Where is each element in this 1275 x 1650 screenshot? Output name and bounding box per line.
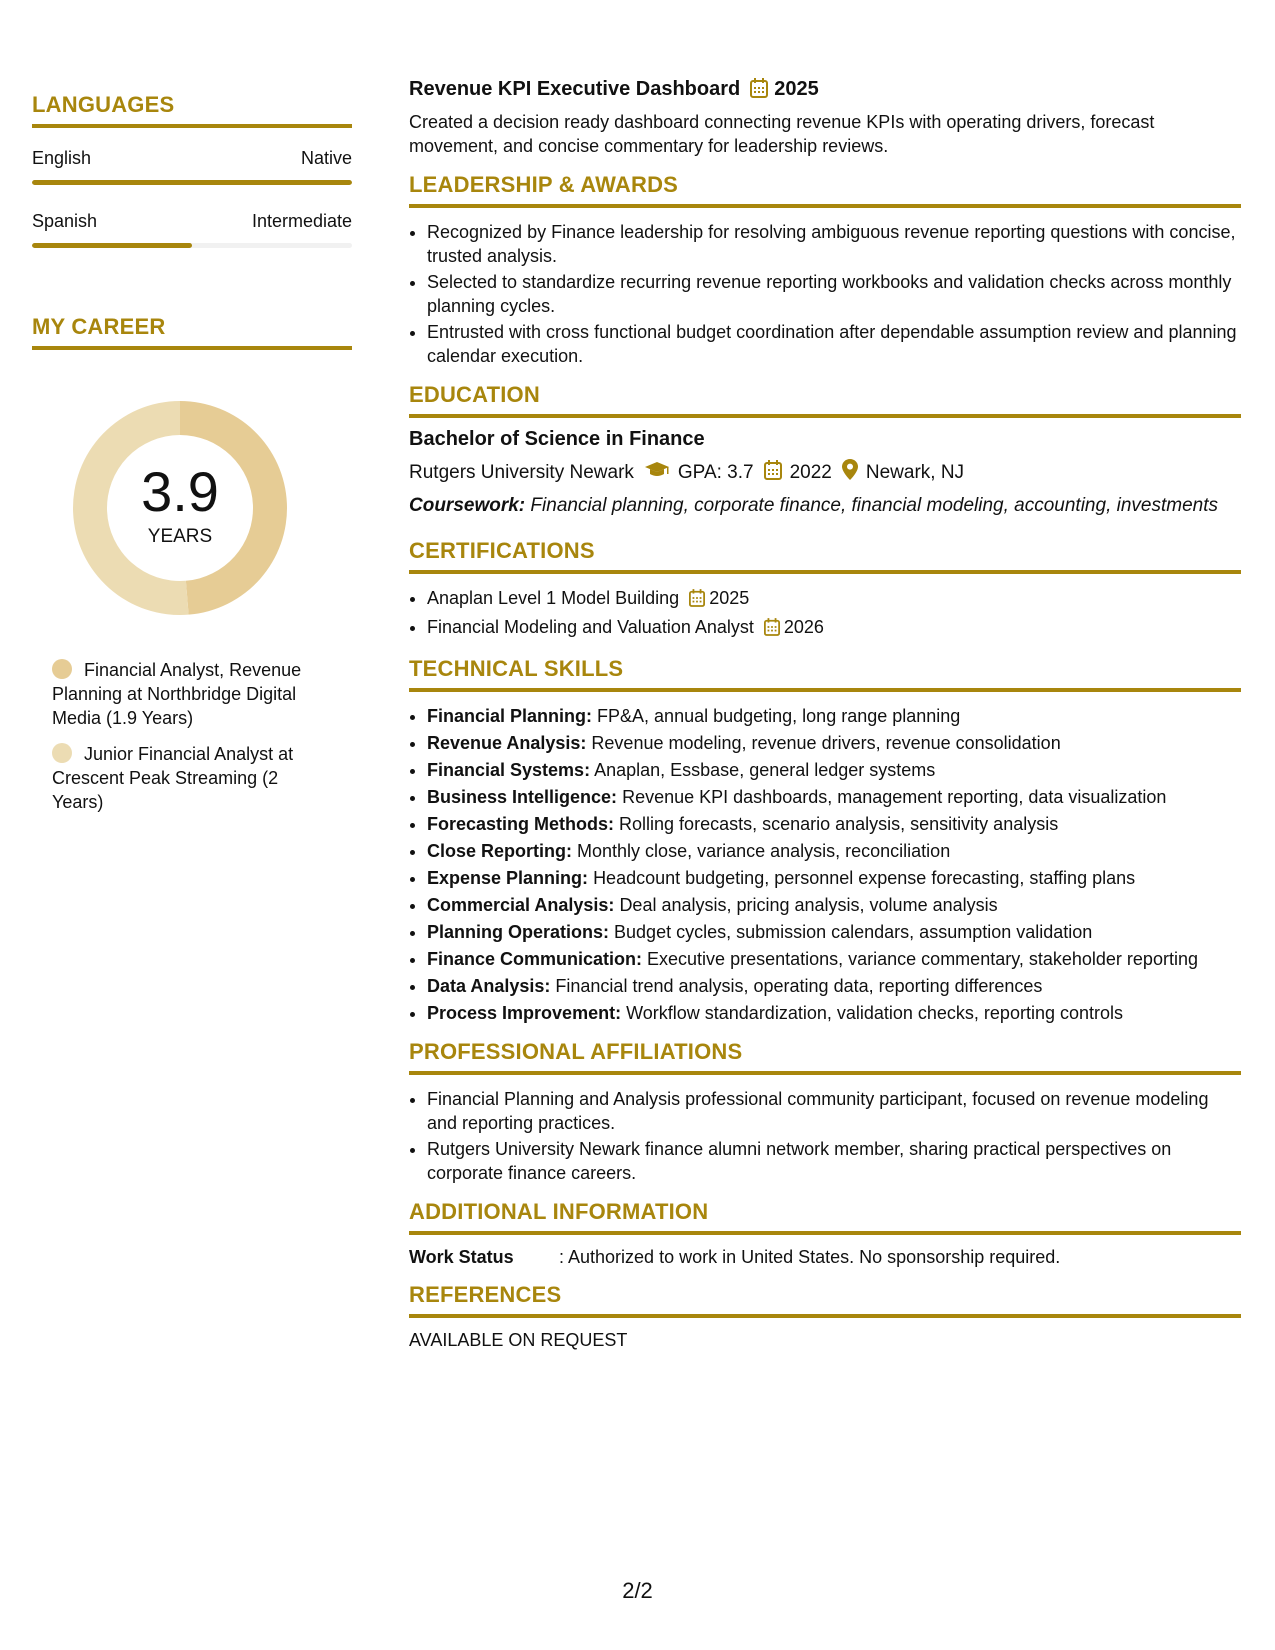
skill-item [427,920,1241,944]
list-item: • Recognized by Finance leadership for resolving ambiguous revenue reporting questions with concise, trusted analysis. [427,220,1241,268]
work-status-value: : Authorized to work in United States. No sponsorship required. [559,1247,1061,1267]
career-role [52,742,322,814]
additional-section [409,1199,1241,1268]
calendar-icon [689,589,705,613]
certifications-list [409,586,1241,642]
affiliations-list [409,1087,1241,1185]
skill-item [427,947,1241,971]
skill-label: Data Analysis: [427,976,551,996]
education-coursework [409,494,1241,518]
additional-heading: ADDITIONAL INFORMATION [409,1199,1241,1235]
skill-value: Revenue modeling, revenue drivers, revenue consolidation [591,733,1061,753]
language-level: Intermediate [251,211,352,231]
references-section [409,1282,1241,1351]
certifications-heading: CERTIFICATIONS [409,538,1241,574]
skill-value: Financial trend analysis, operating data, reporting differences [555,976,1043,996]
calendar-icon [750,78,768,104]
language-level: Native [300,148,352,168]
skill-item [427,785,1241,809]
project-year: 2025 [774,78,819,100]
career-total-unit: YEARS [147,526,213,547]
skill-item [427,839,1241,863]
career-total-value: 3.9 [141,460,219,523]
skill-label: Planning Operations: [427,922,610,942]
skill-value: Budget cycles, submission calendars, assumption validation [614,922,1093,942]
skill-item [427,731,1241,755]
certification-name: Anaplan Level 1 Model Building [427,588,680,608]
skill-value: Deal analysis, pricing analysis, volume analysis [619,895,998,915]
skill-label: Finance Communication: [427,949,643,969]
skill-item [427,893,1241,917]
career-role-label: Junior Financial Analyst at Crescent Peak Streaming (2 Years) [52,744,294,812]
location-pin-icon [842,459,858,486]
language-item [32,148,352,185]
list-item [427,586,1241,613]
affiliations-section [409,1039,1241,1185]
affiliations-heading: PROFESSIONAL AFFILIATIONS [409,1039,1241,1075]
skill-value: Anaplan, Essbase, general ledger systems [594,760,936,780]
skill-item [427,974,1241,998]
list-item [427,615,1241,642]
education-degree: Bachelor of Science in Finance [409,428,705,450]
skill-label: Revenue Analysis: [427,733,587,753]
legend-dot-icon [52,659,72,679]
coursework-label: Coursework: [409,495,526,516]
career-role-label: Financial Analyst, Revenue Planning at Northbridge Digital Media (1.9 Years) [52,660,302,728]
education-gpa: GPA: 3.7 [677,461,754,483]
language-bar-fill [32,180,352,185]
career-donut-chart [66,394,294,622]
skill-label: Process Improvement: [427,1003,622,1023]
calendar-icon [764,618,780,642]
language-bar [32,243,352,248]
skill-item [427,1001,1241,1025]
work-status-row [409,1247,1241,1268]
calendar-icon [764,460,782,486]
skills-heading: TECHNICAL SKILLS [409,656,1241,692]
skill-value: Revenue KPI dashboards, management reporting, data visualization [622,787,1167,807]
list-item: • Financial Planning and Analysis professional community participant, focused on revenue modeling and reporting practices. [427,1087,1241,1135]
skill-item [427,758,1241,782]
certification-name: Financial Modeling and Valuation Analyst [427,617,754,637]
list-item: • Rutgers University Newark finance alumni network member, sharing practical perspectives on corporate finance careers. [427,1137,1241,1185]
references-text: AVAILABLE ON REQUEST [409,1330,628,1350]
skill-label: Forecasting Methods: [427,814,615,834]
skill-label: Expense Planning: [427,868,589,888]
skill-value: Monthly close, variance analysis, reconciliation [577,841,951,861]
language-name: Spanish [32,211,98,231]
project-title-row [409,78,1241,104]
skill-label: Business Intelligence: [427,787,618,807]
skill-value: Headcount budgeting, personnel expense forecasting, staffing plans [593,868,1136,888]
graduation-cap-icon [644,461,670,485]
skills-list [409,704,1241,1025]
education-school: Rutgers University Newark [409,461,634,483]
language-bar-fill [32,243,192,248]
education-year: 2022 [789,461,832,483]
skill-item [427,704,1241,728]
references-heading: REFERENCES [409,1282,1241,1318]
skill-label: Financial Planning: [427,706,593,726]
education-section [409,382,1241,518]
language-item [32,211,352,248]
career-heading: MY CAREER [32,314,352,350]
skill-value: Rolling forecasts, scenario analysis, sensitivity analysis [619,814,1059,834]
education-heading: EDUCATION [409,382,1241,418]
skill-label: Commercial Analysis: [427,895,615,915]
leadership-section [409,172,1241,368]
education-location: Newark, NJ [865,461,965,483]
skill-item [427,866,1241,890]
skills-section [409,656,1241,1025]
project-description: Created a decision ready dashboard connecting revenue KPIs with operating drivers, forecast movement, and concise commentary for leadership reviews. [409,112,1155,156]
skill-label: Financial Systems: [427,760,591,780]
education-meta [409,459,1241,486]
skill-label: Close Reporting: [427,841,573,861]
language-name: English [32,148,92,168]
project-title: Revenue KPI Executive Dashboard [409,78,741,100]
certification-year: 2025 [709,588,750,608]
languages-heading: LANGUAGES [32,92,352,128]
coursework-text: Financial planning, corporate finance, financial modeling, accounting, investments [530,495,1218,516]
leadership-heading: LEADERSHIP & AWARDS [409,172,1241,208]
skill-value: Workflow standardization, validation checks, reporting controls [626,1003,1124,1023]
list-item: • Selected to standardize recurring revenue reporting workbooks and validation checks across monthly planning cycles. [427,270,1241,318]
certifications-section [409,538,1241,642]
page-number: 2/2 [622,1578,653,1603]
career-role [52,658,322,730]
right-column [409,78,1241,1351]
certification-year: 2026 [783,617,824,637]
leadership-list [409,220,1241,368]
work-status-label: Work Status [409,1247,514,1267]
left-column [32,92,352,826]
skill-value: Executive presentations, variance commentary, stakeholder reporting [647,949,1198,969]
language-bar [32,180,352,185]
skill-item [427,812,1241,836]
legend-dot-icon [52,743,72,763]
skill-value: FP&A, annual budgeting, long range planning [597,706,961,726]
list-item: • Entrusted with cross functional budget coordination after dependable assumption review and planning calendar execution. [427,320,1241,368]
career-legend [52,658,322,814]
